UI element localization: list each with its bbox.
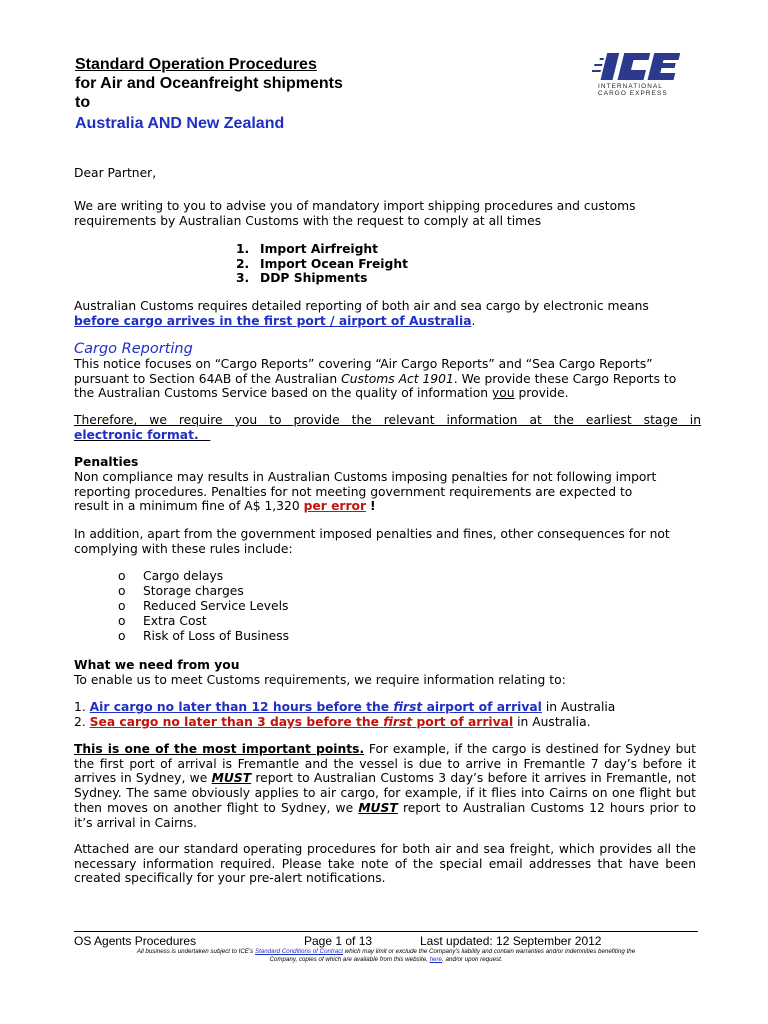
intro-paragraph: We are writing to you to advise you of mandatory import shipping procedures and customs requirements by Australian Customs with the request to comply at all times — [74, 199, 636, 228]
logo-sub-2: CARGO EXPRESS — [598, 90, 668, 97]
need-list — [74, 700, 700, 729]
title-line-1: Standard Operation Procedures — [75, 56, 317, 73]
electronic-format-link[interactable]: electronic format. — [74, 427, 199, 442]
salutation: Dear Partner, — [74, 166, 157, 180]
need-item-air: 1. Air cargo no later than 12 hours before the first airport of arrival in Australia — [74, 700, 616, 714]
title-line-4: Australia AND New Zealand — [75, 115, 285, 132]
need-heading: What we need from you — [74, 658, 240, 672]
ice-logo — [592, 50, 692, 98]
sea-cargo-link[interactable]: Sea cargo no later than 3 days before the first port of arrival — [89, 714, 514, 729]
logo-sub-1: INTERNATIONAL — [598, 83, 663, 90]
procedure-item: 2. Import Ocean Freight — [236, 256, 408, 271]
before-arrival-link[interactable]: before cargo arrives in the first port / airport of Australia — [74, 313, 472, 328]
cargo-reporting-heading: Cargo Reporting — [74, 341, 193, 357]
footer-left: OS Agents Procedures — [74, 934, 197, 948]
need-intro: To enable us to meet Customs requirements, we require information relating to: — [74, 673, 566, 687]
footer-disclaimer: All business is undertaken subject to ICE's Standard Conditions of Contract which may limit or exclude the Company's liability and contain warranties and/or indemnities benefiting the Company, copies of which are available from this website, here, and/or upon request. — [136, 948, 636, 963]
list-item: o Storage charges — [118, 584, 244, 598]
penalties-heading: Penalties — [74, 455, 139, 469]
important-paragraph: This is one of the most important points. For example, if the cargo is destined for Sydney but the first port of arrival is Fremantle and the vessel is due to arrive in Fremantle 7 day’s before it arrives in Sydney, we MUST report to Australian Customs 3 day’s before it arrives in Fremantle, not Sydney. The same obviously applies to air cargo, for example, if it flies into Cairns on one flight but then moves on another flight to Sydney, we MUST report to Australian Customs 12 hours prior to it’s arrival in Cairns. — [74, 742, 696, 830]
procedure-item: 3. DDP Shipments — [236, 271, 368, 286]
list-item: o Cargo delays — [118, 569, 224, 583]
cargo-reporting-paragraph: This notice focuses on “Cargo Reports” covering “Air Cargo Reports” and “Sea Cargo Reports” pursuant to Section 64AB of the Australian Customs Act 1901. We provide these Cargo Reports to the Australian Customs Service based on the quality of information you provide. — [74, 357, 677, 401]
list-item: o Risk of Loss of Business — [118, 629, 290, 643]
footer-rule — [74, 931, 698, 932]
per-error-link[interactable]: per error — [303, 499, 367, 514]
need-item-sea: 2. Sea cargo no later than 3 days before the first port of arrival in Australia. — [74, 714, 591, 729]
footer-page-number: Page 1 of 13 — [304, 934, 373, 948]
procedure-item: 1. Import Airfreight — [236, 242, 379, 256]
doc-title — [75, 55, 343, 133]
conditions-link[interactable]: Standard Conditions of Contract — [254, 948, 344, 955]
list-item: o Extra Cost — [118, 614, 207, 628]
list-item: o Reduced Service Levels — [118, 599, 289, 613]
procedure-list — [236, 242, 536, 286]
consequences-list — [118, 569, 418, 644]
attached-paragraph: Attached are our standard operating procedures for both air and sea freight, which provides all the necessary information required. Please take note of the special email addresses that have been created specifically for your pre-alert notifications. — [74, 842, 696, 886]
title-line-2: for Air and Oceanfreight shipments — [75, 75, 343, 92]
therefore-paragraph — [74, 413, 701, 442]
here-link[interactable]: here — [429, 956, 442, 963]
penalties-paragraph: Non compliance may results in Australian Customs imposing penalties for not following import reporting procedures. Penalties for not meeting government requirements are expected to result in a minimum fine of A$ 1,320 per error ! — [74, 470, 657, 514]
reporting-paragraph: Australian Customs requires detailed reporting of both air and sea cargo by electronic means before cargo arrives in the first port / airport of Australia. — [74, 299, 649, 328]
consequences-intro: In addition, apart from the government imposed penalties and fines, other consequences for not complying with these rules include: — [74, 527, 670, 556]
footer-updated: Last updated: 12 September 2012 — [420, 934, 602, 948]
therefore-line-1: Therefore, we require you to provide the relevant information at the earliest stage in — [74, 413, 701, 427]
title-line-3: to — [75, 94, 91, 111]
air-cargo-link[interactable]: Air cargo no later than 12 hours before the first airport of arrival — [89, 700, 542, 714]
